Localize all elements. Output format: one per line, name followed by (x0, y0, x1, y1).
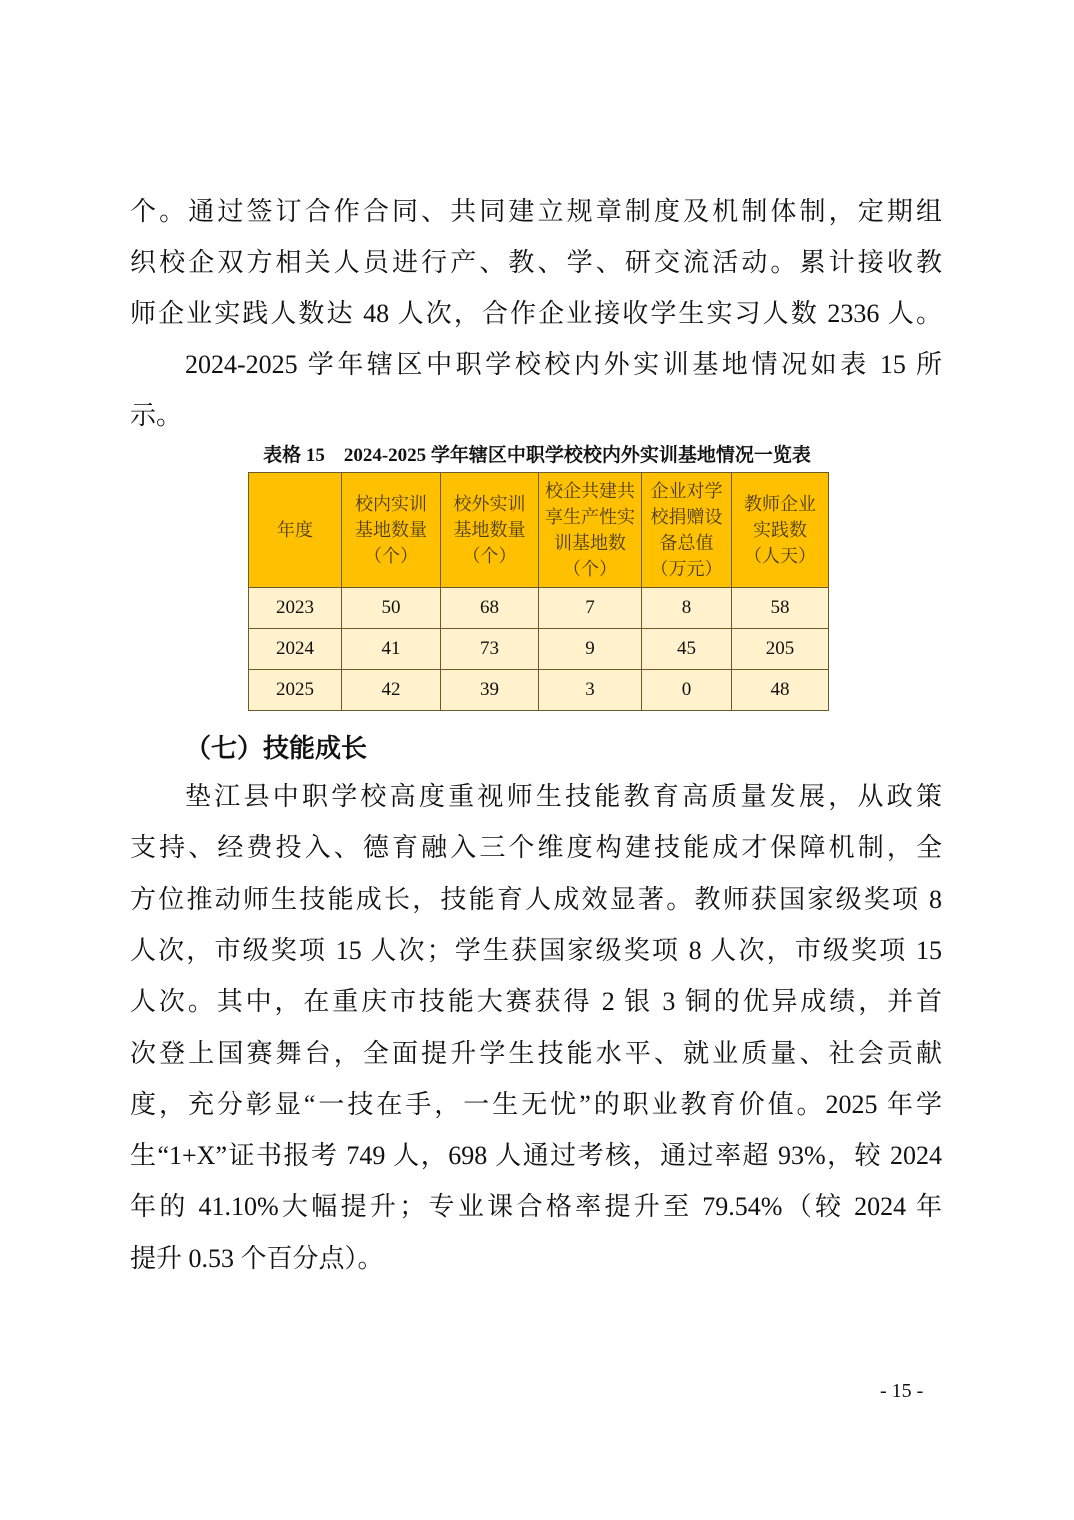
header-text: （万元） (650, 559, 723, 579)
text-line: 方位推动师生技能成长，技能育人成效显著。教师获国家级奖项 8 (130, 884, 942, 914)
column-header (249, 473, 342, 588)
text-line: 年的 41.10%大幅提升；专业课合格率提升至 79.54%（较 2024 年 (130, 1192, 942, 1222)
text-line: 示。 (130, 401, 183, 430)
text-line: 人次。其中，在重庆市技能大赛获得 2 银 3 铜的优异成绩，并首 (130, 987, 942, 1017)
text-line: 生“1+X”证书报考 749 人，698 人通过考核，通过率超 93%，较 2024 (130, 1141, 942, 1171)
table-cell: 3 (539, 670, 642, 711)
header-text: 备总值 (659, 533, 714, 553)
table-cell: 41 (342, 629, 441, 670)
header-text: 教师企业 (744, 494, 816, 514)
header-text: 校捐赠设 (650, 507, 723, 527)
text-line: 提升 0.53 个百分点）。 (130, 1243, 384, 1273)
table-cell: 2024 (249, 629, 342, 670)
table-cell: 2025 (249, 670, 342, 711)
table-cell: 42 (342, 670, 441, 711)
column-header (732, 473, 829, 588)
header-text: （个） (462, 546, 517, 566)
table-cell: 73 (441, 629, 539, 670)
header-text: 企业对学 (650, 481, 723, 501)
table-cell: 45 (642, 629, 732, 670)
table-cell: 48 (732, 670, 829, 711)
table-cell: 0 (642, 670, 732, 711)
text-line: 人次，市级奖项 15 人次；学生获国家级奖项 8 人次，市级奖项 15 (130, 935, 942, 965)
text-line: 2024-2025 学年辖区中职学校校内外实训基地情况如表 15 所 (185, 350, 942, 379)
header-text: 享生产性实 (545, 507, 635, 527)
table-cell: 205 (732, 629, 829, 670)
table-cell: 9 (539, 629, 642, 670)
text-line: 织校企双方相关人员进行产、教、学、研交流活动。累计接收教 (130, 248, 942, 277)
header-text: （人天） (744, 546, 816, 566)
column-header (642, 473, 732, 588)
header-text: （个） (563, 559, 617, 579)
table-cell: 8 (642, 588, 732, 629)
table-cell: 2023 (249, 588, 342, 629)
page-number: - 15 - (880, 1380, 924, 1402)
column-header (441, 473, 539, 588)
header-text: （个） (364, 546, 418, 566)
text-line: 个。通过签订合作合同、共同建立规章制度及机制体制，定期组 (130, 197, 942, 226)
training-base-table (248, 472, 829, 711)
text-line: 支持、经费投入、德育融入三个维度构建技能成才保障机制，全 (130, 833, 942, 863)
header-text: 基地数量 (453, 520, 526, 540)
header-text: 基地数量 (355, 520, 427, 540)
table-row (249, 629, 829, 670)
header-text: 实践数 (753, 520, 807, 540)
text-line: 师企业实践人数达 48 人次，合作企业接收学生实习人数 2336 人。 (130, 299, 942, 328)
table-cell: 68 (441, 588, 539, 629)
table-cell: 7 (539, 588, 642, 629)
text-line: 度，充分彰显“一技在手，一生无忧”的职业教育价值。2025 年学 (130, 1089, 942, 1119)
table-cell: 50 (342, 588, 441, 629)
header-text: 年度 (277, 520, 313, 540)
table-caption: 表格 15 2024-2025 学年辖区中职学校校内外实训基地情况一览表 (263, 445, 811, 466)
header-text: 校内实训 (355, 494, 427, 514)
header-text: 校外实训 (453, 494, 526, 514)
table-row (249, 670, 829, 711)
table-cell: 58 (732, 588, 829, 629)
table-cell: 39 (441, 670, 539, 711)
header-text: 校企共建共 (545, 481, 635, 501)
column-header (539, 473, 642, 588)
header-text: 训基地数 (554, 533, 626, 553)
text-line: 垫江县中职学校高度重视师生技能教育高质量发展，从政策 (185, 782, 942, 811)
table-row (249, 588, 829, 629)
section-heading: （七）技能成长 (185, 734, 368, 763)
column-header (342, 473, 441, 588)
text-line: 次登上国赛舞台，全面提升学生技能水平、就业质量、社会贡献 (130, 1038, 942, 1068)
